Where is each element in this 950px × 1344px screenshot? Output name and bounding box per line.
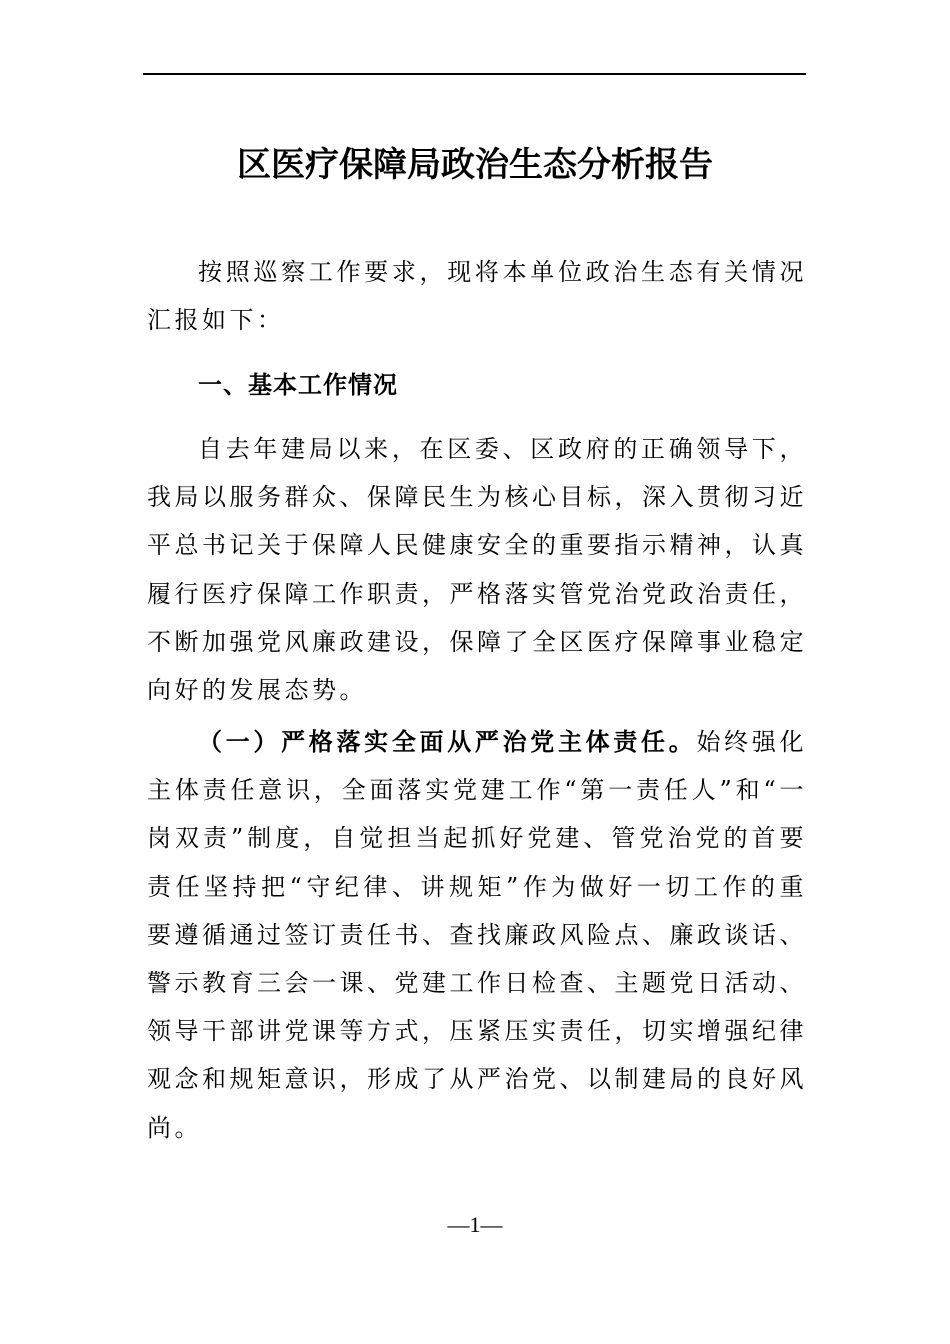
subsection-1-text: 始终强化主体责任意识，全面落实党建工作“第一责任人”和“一岗双责”制度，自觉担当起抓好党建、管党治党的首要责任坚持把“守纪律、讲规矩”作为做好一切工作的重要遵循通过签订责任书、查找廉政风险点、廉政谈话、警示教育三会一课、党建工作日检查、主题党日活动、领导干部讲党课等方式，压紧压实责任，切实增强纪律观念和规矩意识，形成了从严治党、以制建局的良好风尚。 bbox=[147, 728, 808, 1142]
header-rule bbox=[143, 73, 806, 75]
subsection-1-heading: （一）严格落实全面从严治党主体责任。 bbox=[198, 727, 697, 756]
page-number: —1— bbox=[447, 1212, 503, 1237]
document-title: 区医疗保障局政治生态分析报告 bbox=[237, 144, 713, 185]
basic-work-paragraph: 自去年建局以来，在区委、区政府的正确领导下，我局以服务群众、保障民生为核心目标，深入贯彻习近平总书记关于保障人民健康安全的重要指示精神，认真履行医疗保障工作职责，严格落实管党治党政治责任，不断加强党风廉政建设，保障了全区医疗保障事业稳定向好的发展态势。 bbox=[147, 435, 807, 705]
section-heading-basic-work: 一、基本工作情况 bbox=[198, 371, 398, 399]
intro-paragraph: 按照巡察工作要求，现将本单位政治生态有关情况汇报如下： bbox=[147, 258, 807, 335]
subsection-1-paragraph bbox=[147, 718, 807, 1152]
